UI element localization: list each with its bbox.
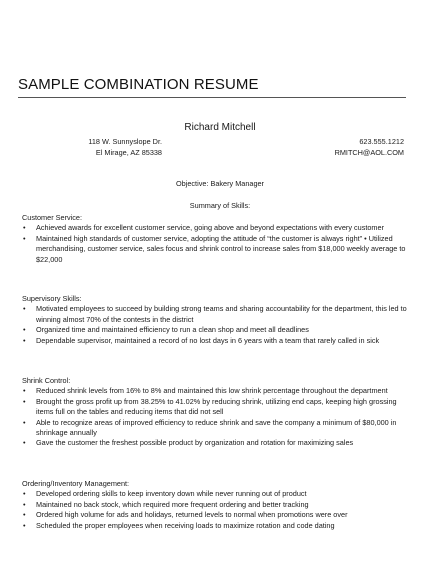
bullet-icon: • <box>23 233 26 243</box>
address-line-2: El Mirage, AZ 85338 <box>95 148 162 157</box>
email-address: RMITCH@AOL.COM <box>334 148 404 157</box>
section-heading: Customer Service: <box>22 213 83 222</box>
list-item <box>22 325 410 335</box>
bullet-icon: • <box>23 438 26 448</box>
objective-line: Objective: Bakery Manager <box>175 179 264 188</box>
bullet-icon: • <box>23 417 26 427</box>
list-item <box>22 489 410 499</box>
bullet-icon: • <box>23 223 26 233</box>
list-item <box>22 234 410 265</box>
bullet-list <box>22 223 410 265</box>
list-item-text: Achieved awards for excellent customer service, going above and beyond expectations with every customer <box>36 223 385 233</box>
section-heading: Supervisory Skills: <box>22 294 82 303</box>
list-item <box>22 521 410 531</box>
list-item-text: Gave the customer the freshest possible product by organization and rotation for maximizing sales <box>36 438 354 448</box>
list-item-text: Ordered high volume for ads and holidays, returned levels to normal when promotions were over <box>36 510 348 520</box>
list-item <box>22 438 410 448</box>
section-supervisory-skills <box>22 294 410 346</box>
bullet-icon: • <box>23 510 26 520</box>
contact-block <box>300 136 404 158</box>
title-divider <box>18 97 406 98</box>
page-title: SAMPLE COMBINATION RESUME <box>18 76 259 93</box>
bullet-icon: • <box>23 325 26 335</box>
bullet-list <box>22 489 410 531</box>
applicant-name: Richard Mitchell <box>184 122 256 133</box>
bullet-icon: • <box>23 335 26 345</box>
list-item <box>22 304 410 325</box>
summary-heading: Summary of Skills: <box>189 201 251 210</box>
bullet-icon: • <box>23 386 26 396</box>
bullet-icon: • <box>23 520 26 530</box>
section-shrink-control <box>22 376 410 449</box>
bullet-icon: • <box>23 396 26 406</box>
list-item-text: Motivated employees to succeed by building strong teams and sharing accountability for the department, this led to winning almost 70% of the contests in the district <box>36 304 407 324</box>
bullet-icon: • <box>23 499 26 509</box>
list-item-text: Maintained high standards of customer service, adopting the attitude of “the customer is always right” • Utilized merchandising, customer service, sales focus and shrink control to increase sales from $18,000 weekly average to $22,000 <box>36 233 406 264</box>
list-item <box>22 386 410 396</box>
phone-number: 623.555.1212 <box>359 137 404 146</box>
list-item-text: Maintained no back stock, which required more frequent ordering and better tracking <box>36 499 309 509</box>
section-customer-service <box>22 213 410 265</box>
section-ordering-inventory <box>22 479 410 531</box>
list-item <box>22 510 410 520</box>
bullet-list <box>22 386 410 448</box>
list-item <box>22 500 410 510</box>
list-item-text: Organized time and maintained efficiency to run a clean shop and meet all deadlines <box>36 325 309 335</box>
list-item-text: Brought the gross profit up from 38.25% to 41.02% by reducing shrink, utilizing end caps, keeping high grossing items full on the tables and reducing items that did not sell <box>36 396 397 417</box>
address-line-1: 118 W. Sunnyslope Dr. <box>88 137 162 146</box>
section-heading: Ordering/Inventory Management: <box>22 479 130 488</box>
list-item-text: Developed ordering skills to keep inventory down while never running out of product <box>36 489 307 499</box>
bullet-icon: • <box>23 489 26 499</box>
list-item <box>22 223 410 233</box>
section-heading: Shrink Control: <box>22 376 71 385</box>
list-item <box>22 397 410 418</box>
list-item-text: Able to recognize areas of improved efficiency to reduce shrink and save the company a minimum of $80,000 in shrinkage annually <box>36 417 397 438</box>
list-item-text: Scheduled the proper employees when receiving loads to maximize rotation and code dating <box>36 520 335 530</box>
list-item <box>22 336 410 346</box>
bullet-list <box>22 304 410 346</box>
list-item-text: Dependable supervisor, maintained a record of no lost days in 6 years with a team that rarely called in sick <box>36 335 380 345</box>
address-block <box>72 136 162 158</box>
list-item-text: Reduced shrink levels from 16% to 8% and maintained this low shrink percentage throughout the department <box>36 386 388 396</box>
list-item <box>22 418 410 439</box>
bullet-icon: • <box>23 304 26 314</box>
